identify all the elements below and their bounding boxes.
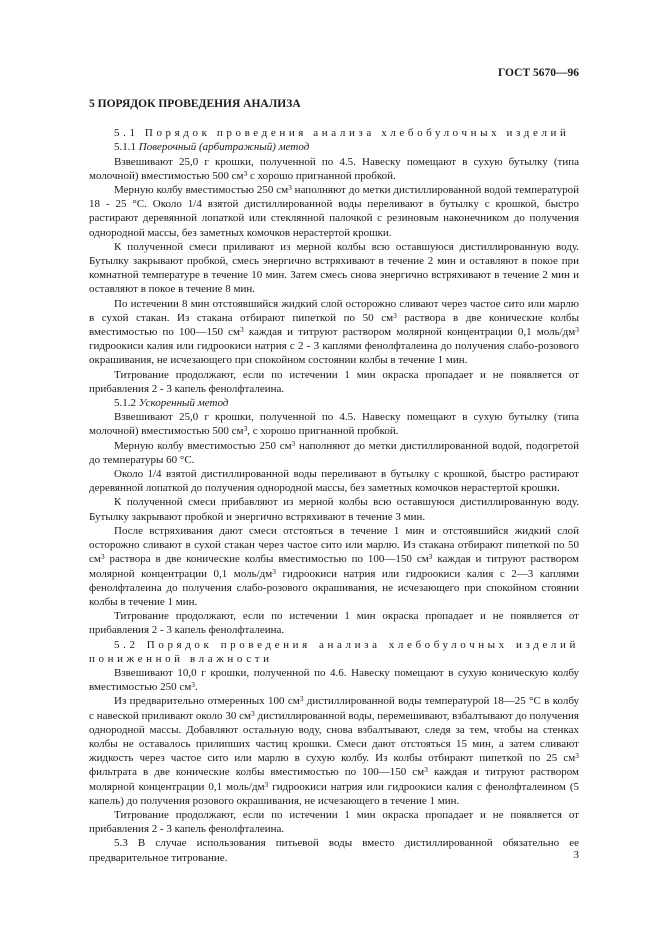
paragraph: Из предварительно отмеренных 100 $см^3$ дистиллированной воды температурой 18—25 °С в колбу с навеской приливают около 30 $см^3$ дистиллированной воды, перемешивают, взбалтывают до получения однородной массы. Добавляют остальную воду, снова взбалтывают, следя за тем, чтобы на стенках колбы не оставалось прилипших частиц крошки. Смеси дают отстояться 15 мин, а затем сливают жидкость через частое сито или марлю в сухую колбу. Из колбы отбирают пипеткой по 25 $см^3$ фильтрата в две конические колбы вместимостью по 100—150 $см^3$ каждая и титруют раствором молярной концентрации 0,1 моль/$дм^3$ гидроокиси натрия или гидроокиси калия с фенолфталеином (5 капель) до получения розового окрашивания, не исчезающего в течение 1 мин.	[89, 694, 579, 807]
standard-number: ГОСТ 5670—96	[498, 67, 579, 79]
section-title: 5 ПОРЯДОК ПРОВЕДЕНИЯ АНАЛИЗА	[89, 98, 301, 110]
paragraph-5-3: 5.3 В случае использования питьевой воды вместо дистиллированной обязательно ее предварительное титрование.	[89, 837, 579, 864]
paragraph: Взвешивают 10,0 г крошки, полученной по 4.6. Навеску помещают в сухую коническую колбу вместимостью 250 $см^3$.	[89, 666, 579, 694]
fraction: 1/4	[147, 468, 162, 481]
paragraph: К полученной смеси прибавляют из мерной колбы всю оставшуюся дистиллированную воду. Бутылку закрывают пробкой и энергично встряхивают в течение 3 мин.	[89, 496, 579, 523]
paragraph: После встряхивания дают смеси отстояться в течение 1 мин и отстоявшийся жидкий слой осторожно сливают в сухой стакан через частое сито или марлю. Из стакана отбирают пипеткой по 50 $см^3$ раствора в две конические колбы вместимостью по 100—150 $см^3$ каждая и титруют раствором молярной концентрации 0,1 моль/$дм^3$ гидроокиси натрия или гидроокиси калия с 2—3 каплями фенолфталеина до получения слабо-розового окрашивания, не исчезающего при спокойном стоянии колбы в течение 1 мин.	[89, 524, 579, 608]
subsection-heading-5-1-1: 5.1.1 Поверочный (арбитражный) метод	[114, 141, 310, 154]
paragraph: Титрование продолжают, если по истечении 1 мин окраска пропадает и не появляется от прибавления 2 - 3 капель фенолфталеина.	[89, 610, 579, 637]
fraction: 1/4	[187, 198, 202, 211]
paragraph: К полученной смеси приливают из мерной колбы всю оставшуюся дистиллированную воду. Бутылку закрывают пробкой, смесь энергично встряхивают в течение 2 мин и оставляют в покое при комнатной температуре в течение 10 мин. Затем смесь снова энергично встряхивают в течение 2 мин и оставляют в покое в течение 8 мин.	[89, 240, 579, 296]
paragraph: Мерную колбу вместимостью 250 $см^3$ наполняют до метки дистиллированной водой температурой 18 - 25 °С. Около 1/4 взятой дистиллированной воды переливают в бутылку с крошкой, быстро растирают деревянной лопаткой или стеклянной палочкой с резиновым наконечником до получения однородной массы, без заметных комочков нерастертой крошки.	[89, 183, 580, 239]
subsection-heading-5-1: 5.1 Порядок проведения анализа хлебобулочных изделий	[114, 127, 570, 140]
paragraph: По истечении 8 мин отстоявшийся жидкий слой осторожно сливают через частое сито или марлю в сухой стакан. Из стакана отбирают пипеткой по 50 $см^3$ раствора в две конические колбы вместимостью по 100—150 $см^3$ каждая и титруют раствором молярной концентрации 0,1 моль/$дм^3$ гидроокиси калия или гидроокиси натрия с 2 - 3 каплями фенолфталеина до получения слабо-розового окрашивания, не исчезающего при спокойном состоянии колбы в течение 1 мин.	[89, 297, 579, 367]
paragraph: Титрование продолжают, если по истечении 1 мин окраска пропадает и не появляется от прибавления 2 - 3 капель фенолфталеина.	[89, 808, 579, 836]
subsection-heading-5-1-2: 5.1.2 Ускоренный метод	[114, 397, 229, 410]
paragraph: Около 1/4 взятой дистиллированной воды переливают в бутылку с крошкой, быстро растирают деревянной лопаткой до получения однородной массы, без заметных комочков нерастертой крошки.	[89, 468, 579, 495]
page-number: 3	[573, 849, 579, 861]
paragraph: Мерную колбу вместимостью 250 $см^3$ наполняют до метки дистиллированной водой, подогретой до температуры 60 °С.	[89, 438, 579, 466]
paragraph: Взвешивают 25,0 г крошки, полученной по 4.5. Навеску помещают в сухую бутылку (типа молочной) вместимостью 500 $см^3$ с хорошо пригнанной пробкой.	[89, 155, 579, 182]
subsection-heading-5-2: 5.2 Порядок проведения анализа хлебобулочных изделий пониженной влажности	[89, 638, 579, 665]
paragraph: Взвешивают 25,0 г крошки, полученной по 4.5. Навеску помещают в сухую бутылку (типа молочной) вместимостью 500 $см^3$, с хорошо пригнанной пробкой.	[89, 411, 579, 438]
paragraph: Титрование продолжают, если по истечении 1 мин окраска пропадает и не появляется от прибавления 2 - 3 капель фенолфталеина.	[89, 368, 579, 395]
page-content	[89, 97, 579, 865]
